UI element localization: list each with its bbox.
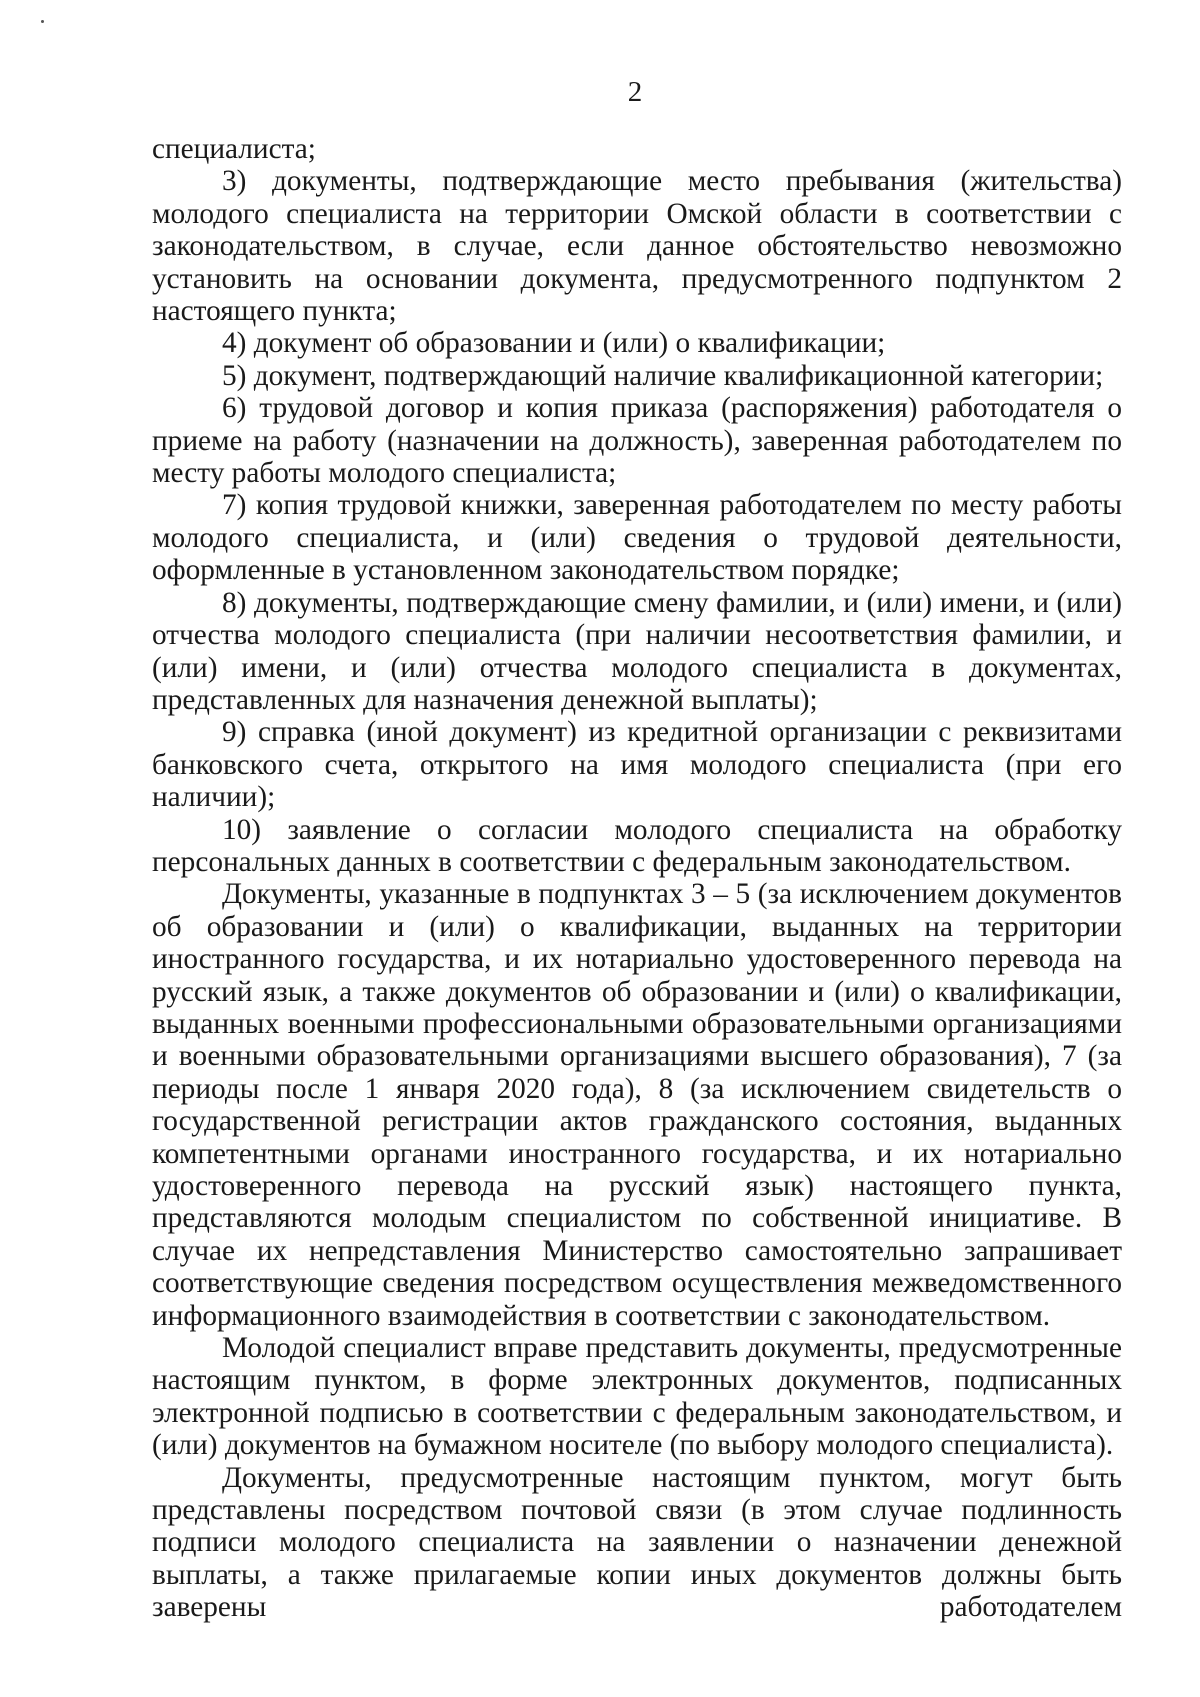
list-item-5: 5) документ, подтверждающий наличие квалификационной категории; — [222, 359, 1104, 392]
list-item-7: 7) копия трудовой книжки, заверенная работодателем по месту работы молодого специалиста, и (или) сведения о трудовой деятельности, оформленные в установленном законодательством порядке; — [152, 489, 1122, 587]
paragraph-electronic-documents: Молодой специалист вправе представить документы, предусмотренные настоящим пунктом, в форме электронных документов, подписанных электронной подписью в соответствии с федеральным законодательством, и (или) документов на бумажном носителе (по выбору молодого специалиста). — [152, 1332, 1122, 1462]
list-item-4: 4) документ об образовании и (или) о квалификации; — [222, 327, 886, 360]
list-item-3: 3) документы, подтверждающие место пребывания (жительства) молодого специалиста на территории Омской области в соответствии с законодательством, в случае, если данное обстоятельство невозможно установить на основании документа, предусмотренного подпунктом 2 настоящего пункта; — [152, 165, 1122, 328]
paragraph-documents-initiative: Документы, указанные в подпунктах 3 – 5 (за исключением документов об образовании и (или) о квалификации, выданных на территории иностранного государства, и их нотариально удостоверенного перевода на русский язык, а также документов об образовании и (или) о квалификации, выданных военными профессиональными образовательными организациями и военными образовательными организациями высшего образования), 7 (за периоды после 1 января 2020 года), 8 (за исключением свидетельств о государственной регистрации актов гражданского состояния, выданных компетентными органами иностранного государства, и их нотариально удостоверенного перевода на русский язык) настоящего пункта, представляются молодым специалистом по собственной инициативе. В случае их непредставления Министерство самостоятельно запрашивает соответствующие сведения посредством осуществления межведомственного информационного взаимодействия в соответствии с законодательством. — [152, 878, 1122, 1332]
list-item-6: 6) трудовой договор и копия приказа (распоряжения) работодателя о приеме на работу (назначении на должность), заверенная работодателем по месту работы молодого специалиста; — [152, 392, 1122, 490]
paragraph-continuation: специалиста; — [152, 133, 316, 165]
list-item-10: 10) заявление о согласии молодого специалиста на обработку персональных данных в соответствии с федеральным законодательством. — [152, 813, 1122, 878]
page-number: 2 — [627, 76, 643, 108]
scan-artifact — [41, 20, 44, 23]
list-item-8: 8) документы, подтверждающие смену фамилии, и (или) имени, и (или) отчества молодого специалиста (при наличии несоответствия фамилии, и (или) имени, и (или) отчества молодого специалиста в документах, представленных для назначения денежной выплаты); — [152, 586, 1122, 716]
document-body — [152, 133, 1122, 1624]
paragraph-postal-submission: Документы, предусмотренные настоящим пунктом, могут быть представлены посредством почтовой связи (в этом случае подлинность подписи молодого специалиста на заявлении о назначении денежной выплаты, а также прилагаемые копии иных документов должны быть заверены работодателем — [152, 1461, 1122, 1624]
list-item-9: 9) справка (иной документ) из кредитной организации с реквизитами банковского счета, открытого на имя молодого специалиста (при его наличии); — [152, 716, 1122, 814]
